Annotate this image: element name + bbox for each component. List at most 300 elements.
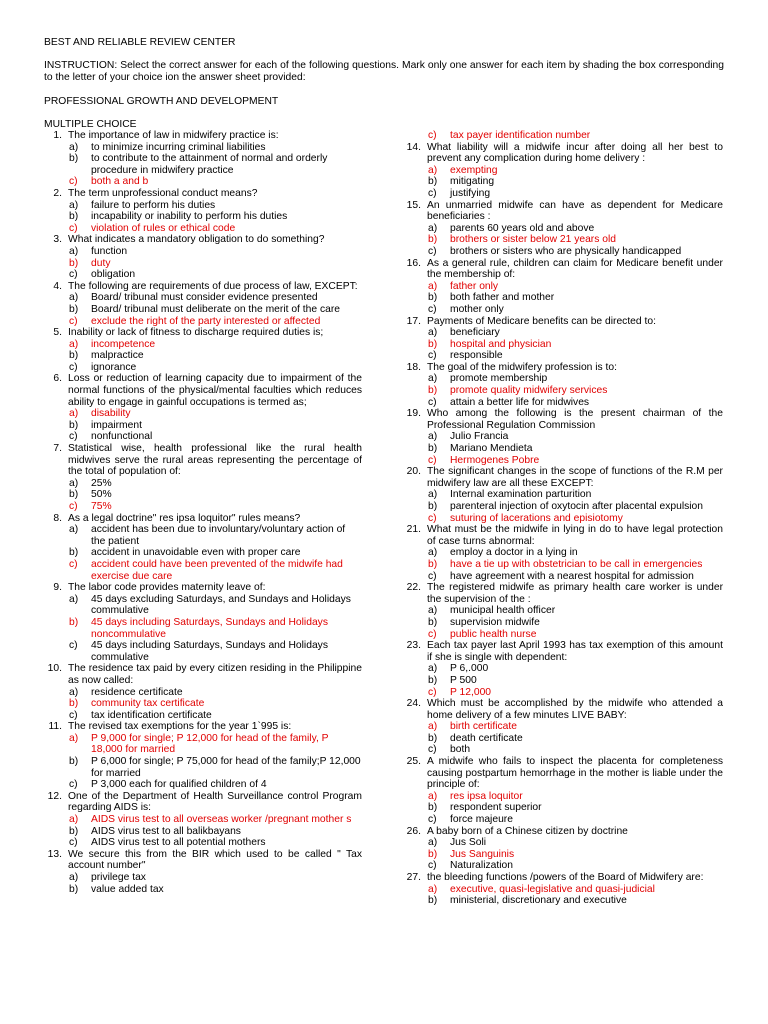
question-text: What liability will a midwife incur after doing all her best to prevent any complication during home delivery : xyxy=(427,141,723,165)
option-letter: a) xyxy=(69,686,79,698)
answer-option xyxy=(44,594,362,617)
answer-option xyxy=(44,269,362,281)
option-text: duty xyxy=(91,257,111,269)
answer-option xyxy=(403,188,723,200)
question-number: 18. xyxy=(406,361,421,373)
question-number: 22. xyxy=(406,582,421,594)
option-text: 45 days including Saturdays, Sundays and Holidays commulative xyxy=(91,640,328,663)
option-text: incompetence xyxy=(91,338,156,350)
question-number: 16. xyxy=(406,257,421,269)
question-number: 15. xyxy=(406,199,421,211)
question-text: The registered midwife as primary health care worker is under the supervision of the : xyxy=(427,582,723,605)
answer-option xyxy=(403,744,723,756)
option-letter: a) xyxy=(428,280,438,292)
question-text: As a general rule, children can claim for Medicare benefit under the membership of: xyxy=(427,257,723,281)
answer-option xyxy=(403,443,723,455)
option-letter: c) xyxy=(428,187,437,199)
option-letter: b) xyxy=(428,292,438,304)
option-letter: c) xyxy=(428,744,437,756)
option-text: tax identification certificate xyxy=(91,709,212,721)
question-number: 19. xyxy=(406,408,421,420)
question-text: What indicates a mandatory obligation to do something? xyxy=(68,234,325,246)
question-number: 5. xyxy=(53,327,62,339)
section-heading: PROFESSIONAL GROWTH AND DEVELOPMENT xyxy=(44,96,279,107)
option-letter: c) xyxy=(428,628,437,640)
question-text: Payments of Medicare benefits can be directed to: xyxy=(427,315,656,327)
option-text: Hermogenes Pobre xyxy=(450,454,540,466)
option-letter: b) xyxy=(428,338,438,350)
option-text: force majeure xyxy=(450,814,513,826)
option-letter: a) xyxy=(69,872,79,883)
option-letter: c) xyxy=(69,176,78,188)
question-text: Inability or lack of fitness to discharge required duties is; xyxy=(68,327,324,339)
answer-option xyxy=(44,710,362,722)
option-text: failure to perform his duties xyxy=(91,199,216,211)
question-item xyxy=(403,200,723,223)
question-item xyxy=(403,872,723,884)
question-item xyxy=(403,258,723,281)
option-letter: b) xyxy=(428,443,438,455)
option-text: AIDS virus test to all overseas worker /pregnant mother s xyxy=(91,814,352,826)
option-letter: b) xyxy=(428,848,438,860)
option-letter: b) xyxy=(69,825,79,837)
option-letter: c) xyxy=(69,558,78,570)
answer-option xyxy=(403,547,723,559)
question-number: 1. xyxy=(53,130,62,141)
option-text: to contribute to the attainment of normal and orderly procedure in midwifery practice xyxy=(91,153,328,176)
answer-option-correct xyxy=(44,223,362,235)
option-letter: b) xyxy=(69,153,79,165)
option-text: exclude the right of the party interested or affected xyxy=(91,315,321,327)
option-letter: a) xyxy=(69,338,79,350)
question-text: The following are requirements of due process of law, EXCEPT: xyxy=(68,280,358,292)
question-number: 25. xyxy=(406,756,421,768)
option-letter: b) xyxy=(428,674,438,686)
question-text: What must be the midwife in lying in do to have legal protection of case turns abnormal: xyxy=(427,524,723,547)
option-text: tax payer identification number xyxy=(450,130,591,141)
question-item xyxy=(44,373,362,408)
question-item xyxy=(44,849,362,872)
option-text: ignorance xyxy=(91,361,137,373)
option-text: value added tax xyxy=(91,883,164,895)
answer-option-correct xyxy=(44,501,362,513)
option-letter: a) xyxy=(428,547,438,559)
option-letter: c) xyxy=(69,779,78,791)
question-text: We secure this from the BIR which used to be called " Tax account number" xyxy=(68,848,362,872)
question-number: 9. xyxy=(53,582,62,594)
answer-option xyxy=(44,872,362,884)
question-number: 13. xyxy=(47,848,62,860)
option-text: Mariano Mendieta xyxy=(450,443,533,455)
option-letter: c) xyxy=(69,709,78,721)
answer-option-correct xyxy=(403,559,723,571)
option-text: mother only xyxy=(450,303,504,315)
option-letter: b) xyxy=(69,698,79,710)
question-item xyxy=(403,582,723,605)
answer-option-correct xyxy=(403,791,723,803)
question-number: 24. xyxy=(406,698,421,710)
option-letter: a) xyxy=(428,431,438,443)
question-column-right xyxy=(403,130,723,907)
question-text: The goal of the midwifery profession is to: xyxy=(427,361,618,373)
option-text: have agreement with a nearest hospital for admission xyxy=(450,570,694,582)
question-item xyxy=(44,582,362,594)
answer-option-correct xyxy=(403,339,723,351)
answer-option-correct xyxy=(403,629,723,641)
option-text: nonfunctional xyxy=(91,431,153,443)
answer-option xyxy=(44,200,362,212)
question-item xyxy=(44,721,362,733)
question-text: Statistical wise, health professional like the rural health midwives serve the rural areas representing the percentage of the total of population of: xyxy=(68,443,362,478)
option-letter: c) xyxy=(428,512,437,524)
option-letter: c) xyxy=(428,245,437,257)
option-text: both father and mother xyxy=(450,292,555,304)
option-letter: a) xyxy=(69,524,79,536)
question-item xyxy=(44,281,362,293)
answer-option-correct xyxy=(403,385,723,397)
option-text: P 500 xyxy=(450,674,477,686)
option-text: 45 days including Saturdays, Sundays and Holidays noncommulative xyxy=(91,616,328,640)
answer-option xyxy=(403,397,723,409)
option-text: function xyxy=(91,245,128,257)
option-text: father only xyxy=(450,280,499,292)
option-letter: b) xyxy=(428,558,438,570)
question-text: One of the Department of Health Surveillance control Program regarding AIDS is: xyxy=(68,790,362,814)
answer-option-correct xyxy=(44,733,362,756)
option-text: both a and b xyxy=(91,176,149,188)
option-text: privilege tax xyxy=(91,872,146,883)
question-item xyxy=(44,130,362,142)
question-text: Loss or reduction of learning capacity due to impairment of the normal functions of the physical/mental faculties which reduces ability to engage in gainful occupations is termed as; xyxy=(68,373,362,408)
option-letter: c) xyxy=(69,501,78,512)
question-item xyxy=(403,524,723,547)
option-letter: b) xyxy=(428,176,438,188)
question-text: The importance of law in midwifery practice is: xyxy=(68,130,279,141)
question-item xyxy=(403,316,723,328)
question-item xyxy=(44,188,362,200)
option-text: residence certificate xyxy=(91,686,183,698)
question-number: 11. xyxy=(48,721,62,733)
answer-option xyxy=(403,246,723,258)
question-text: The term unprofessional conduct means? xyxy=(68,187,258,199)
answer-option xyxy=(44,756,362,779)
option-text: AIDS virus test to all balikbayans xyxy=(91,825,241,837)
answer-option xyxy=(44,211,362,223)
option-text: AIDS virus test to all potential mothers xyxy=(91,837,266,849)
option-letter: c) xyxy=(69,431,78,443)
answer-option xyxy=(44,246,362,258)
answer-option xyxy=(44,687,362,699)
option-letter: b) xyxy=(69,303,79,315)
question-number: 26. xyxy=(406,825,421,837)
question-text: As a legal doctrine" res ipsa loquitor" rules means? xyxy=(68,512,301,524)
answer-option-correct xyxy=(44,617,362,640)
option-letter: b) xyxy=(69,257,79,269)
question-number: 3. xyxy=(53,234,62,246)
option-text: obligation xyxy=(91,269,136,281)
answer-option xyxy=(403,176,723,188)
option-text: exempting xyxy=(450,164,498,176)
question-text: A midwife who fails to inspect the placenta for completeness causing postpartum hemorrhage in the mother is liable under the principle of: xyxy=(427,756,723,791)
question-text: The residence tax paid by every citizen residing in the Philippine as now called: xyxy=(68,663,362,686)
answer-option xyxy=(403,617,723,629)
option-letter: a) xyxy=(69,732,79,744)
answer-option xyxy=(44,431,362,443)
option-letter: c) xyxy=(69,315,78,327)
question-number: 7. xyxy=(53,443,62,455)
answer-option xyxy=(44,779,362,791)
answer-option-correct xyxy=(44,408,362,420)
option-text: Jus Soli xyxy=(450,837,487,849)
option-text: death certificate xyxy=(450,732,523,744)
option-text: both xyxy=(450,744,471,756)
answer-option xyxy=(403,814,723,826)
option-text: accident in unavoidable even with proper care xyxy=(91,547,301,559)
answer-option-correct xyxy=(403,721,723,733)
option-text: birth certificate xyxy=(450,721,517,733)
answer-option xyxy=(44,640,362,663)
option-text: accident has been due to involuntary/voluntary action of the patient xyxy=(91,524,346,547)
question-item xyxy=(44,663,362,686)
answer-option xyxy=(44,142,362,154)
option-text: brothers or sisters who are physically handicapped xyxy=(450,245,682,257)
question-text: The revised tax exemptions for the year 1`995 is: xyxy=(68,721,292,733)
answer-option xyxy=(44,153,362,176)
option-text: executive, quasi-legislative and quasi-judicial xyxy=(450,883,655,895)
question-text: Who among the following is the present chairman of the Professional Regulation Commission xyxy=(427,408,723,431)
answer-option xyxy=(44,292,362,304)
answer-option-continued xyxy=(403,130,723,142)
question-item xyxy=(403,826,723,838)
question-number: 20. xyxy=(406,466,421,478)
option-letter: c) xyxy=(69,640,78,652)
option-text: employ a doctor in a lying in xyxy=(450,547,578,559)
option-text: Internal examination parturition xyxy=(450,489,592,501)
option-text: responsible xyxy=(450,350,503,362)
option-text: Jus Sanguinis xyxy=(450,848,515,860)
option-text: P 6,000 for single; P 75,000 for head of the family;P 12,000 for married xyxy=(91,756,361,779)
answer-option xyxy=(403,223,723,235)
answer-option xyxy=(44,837,362,849)
option-letter: a) xyxy=(69,477,79,489)
question-item xyxy=(44,443,362,478)
option-letter: a) xyxy=(428,837,438,849)
option-text: 75% xyxy=(91,501,112,512)
question-item xyxy=(44,791,362,814)
option-text: accident could have been prevented of the midwife had exercise due care xyxy=(91,558,343,582)
option-letter: b) xyxy=(69,547,79,559)
option-letter: b) xyxy=(428,895,438,907)
question-number: 23. xyxy=(406,640,421,652)
option-text: 45 days excluding Saturdays, and Sundays and Holidays commulative xyxy=(91,593,351,617)
option-text: P 12,000 xyxy=(450,686,492,698)
answer-option xyxy=(44,884,362,896)
answer-option-correct xyxy=(44,258,362,270)
answer-option-correct xyxy=(403,687,723,699)
answer-option xyxy=(403,895,723,907)
option-letter: a) xyxy=(69,292,79,304)
option-text: parenteral injection of oxytocin after placental expulsion xyxy=(450,501,703,512)
option-letter: a) xyxy=(428,663,438,675)
option-letter: c) xyxy=(428,454,437,466)
question-text: A baby born of a Chinese citizen by doctrine xyxy=(427,825,628,837)
option-letter: a) xyxy=(428,489,438,501)
option-text: hospital and physician xyxy=(450,338,552,350)
question-text: An unmarried midwife can have as dependent for Medicare beneficiaries : xyxy=(427,199,723,223)
option-text: respondent superior xyxy=(450,802,542,814)
option-text: Board/ tribunal must deliberate on the merit of the care xyxy=(91,303,340,315)
answer-option xyxy=(403,292,723,304)
option-text: public health nurse xyxy=(450,628,537,640)
option-letter: b) xyxy=(69,616,79,628)
answer-option xyxy=(403,605,723,617)
answer-option xyxy=(44,547,362,559)
option-text: mitigating xyxy=(450,176,495,188)
answer-option xyxy=(403,675,723,687)
answer-option xyxy=(403,304,723,316)
option-text: attain a better life for midwives xyxy=(450,396,590,408)
question-column-left xyxy=(44,130,362,895)
option-letter: a) xyxy=(428,327,438,339)
question-number: 21. xyxy=(406,524,421,536)
option-letter: c) xyxy=(428,350,437,362)
answer-option xyxy=(44,350,362,362)
answer-option-correct xyxy=(403,513,723,525)
answer-option xyxy=(403,327,723,339)
option-text: ministerial, discretionary and executive xyxy=(450,895,627,907)
question-item xyxy=(403,142,723,165)
answer-option-correct xyxy=(44,814,362,826)
question-item xyxy=(403,756,723,791)
option-text: disability xyxy=(91,408,131,420)
answer-option-correct xyxy=(44,339,362,351)
option-text: parents 60 years old and above xyxy=(450,222,595,234)
option-letter: a) xyxy=(69,593,79,605)
subsection-heading: MULTIPLE CHOICE xyxy=(44,119,137,130)
answer-option-correct xyxy=(44,559,362,582)
option-letter: a) xyxy=(428,790,438,802)
answer-option-correct xyxy=(44,316,362,328)
answer-option-correct xyxy=(403,455,723,467)
option-letter: b) xyxy=(69,489,79,501)
option-text: 50% xyxy=(91,489,112,501)
question-item xyxy=(403,698,723,721)
option-letter: c) xyxy=(428,686,437,698)
option-letter: b) xyxy=(428,802,438,814)
answer-option xyxy=(403,373,723,385)
option-letter: b) xyxy=(428,732,438,744)
option-letter: a) xyxy=(69,408,79,420)
answer-option-correct xyxy=(403,281,723,293)
option-letter: c) xyxy=(428,860,437,872)
option-letter: c) xyxy=(428,303,437,315)
option-letter: b) xyxy=(69,883,79,895)
answer-option-correct xyxy=(44,698,362,710)
option-letter: a) xyxy=(69,245,79,257)
answer-option xyxy=(44,362,362,374)
option-letter: b) xyxy=(428,234,438,246)
answer-option xyxy=(403,733,723,745)
answer-option xyxy=(403,501,723,513)
option-letter: b) xyxy=(69,419,79,431)
answer-option xyxy=(403,837,723,849)
option-letter: c) xyxy=(69,222,78,234)
answer-option xyxy=(44,524,362,547)
question-number: 27. xyxy=(406,872,421,883)
option-letter: c) xyxy=(69,269,78,281)
answer-option xyxy=(403,489,723,501)
option-letter: c) xyxy=(428,130,437,141)
option-letter: c) xyxy=(69,837,78,849)
option-text: P 9,000 for single; P 12,000 for head of the family, P 18,000 for married xyxy=(91,732,329,756)
option-letter: b) xyxy=(69,211,79,223)
answer-option xyxy=(44,478,362,490)
option-text: malpractice xyxy=(91,350,144,362)
option-text: 25% xyxy=(91,477,112,489)
answer-option xyxy=(403,663,723,675)
question-number: 17. xyxy=(406,315,421,327)
option-letter: a) xyxy=(428,373,438,385)
answer-option-correct xyxy=(403,234,723,246)
option-text: impairment xyxy=(91,419,142,431)
option-text: beneficiary xyxy=(450,327,500,339)
option-text: P 3,000 each for qualified children of 4 xyxy=(91,779,267,791)
question-item xyxy=(403,408,723,431)
answer-option-correct xyxy=(403,884,723,896)
question-text: the bleeding functions /powers of the Board of Midwifery are: xyxy=(427,872,704,883)
answer-option xyxy=(403,860,723,872)
question-item xyxy=(403,362,723,374)
question-text: The significant changes in the scope of functions of the R.M per midwifery law are all these EXCEPT: xyxy=(427,466,723,489)
question-text: Which must be accomplished by the midwife who attended a home delivery of a few minutes LIVE BABY: xyxy=(427,698,723,721)
option-letter: a) xyxy=(428,164,438,176)
question-item xyxy=(44,327,362,339)
option-letter: a) xyxy=(69,141,79,153)
answer-option-correct xyxy=(403,849,723,861)
option-letter: c) xyxy=(69,361,78,373)
option-text: incapability or inability to perform his duties xyxy=(91,211,288,223)
question-number: 8. xyxy=(53,512,62,524)
question-item xyxy=(44,234,362,246)
option-text: have a tie up with obstetrician to be call in emergencies xyxy=(450,558,703,570)
option-letter: a) xyxy=(428,883,438,895)
option-text: brothers or sister below 21 years old xyxy=(450,234,616,246)
question-number: 10. xyxy=(47,663,62,675)
option-letter: b) xyxy=(69,350,79,362)
option-letter: b) xyxy=(428,616,438,628)
question-number: 14. xyxy=(406,141,421,153)
option-text: to minimize incurring criminal liabilities xyxy=(91,141,266,153)
answer-option xyxy=(44,826,362,838)
option-letter: b) xyxy=(69,756,79,768)
option-text: res ipsa loquitor xyxy=(450,790,523,802)
answer-option xyxy=(403,350,723,362)
option-letter: c) xyxy=(428,570,437,582)
answer-option xyxy=(44,420,362,432)
option-text: suturing of lacerations and episiotomy xyxy=(450,512,623,524)
option-letter: a) xyxy=(428,721,438,733)
question-text: Each tax payer last April 1993 has tax exemption of this amount if she is single with dependent: xyxy=(427,640,723,663)
option-letter: c) xyxy=(428,814,437,826)
answer-option xyxy=(403,571,723,583)
option-text: community tax certificate xyxy=(91,698,205,710)
answer-option xyxy=(44,304,362,316)
option-letter: b) xyxy=(428,385,438,397)
answer-option-correct xyxy=(44,176,362,188)
option-letter: a) xyxy=(428,222,438,234)
question-number: 2. xyxy=(53,187,62,199)
option-text: violation of rules or ethical code xyxy=(91,222,236,234)
